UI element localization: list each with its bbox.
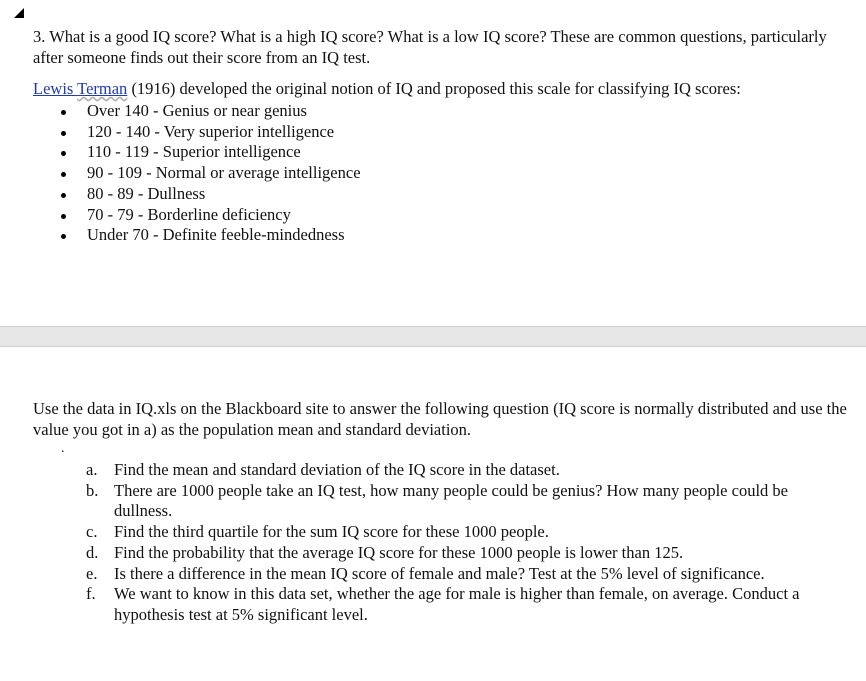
list-item: 70 - 79 - Borderline deficiency — [58, 205, 361, 226]
list-item — [86, 460, 838, 481]
terman-first-name: Lewis — [33, 79, 78, 98]
list-item: 90 - 109 - Normal or average intelligence — [58, 163, 361, 184]
terman-paragraph — [33, 79, 848, 100]
list-item — [86, 584, 838, 625]
part-text: Find the mean and standard deviation of the IQ score in the dataset. — [114, 460, 560, 479]
part-label: f. — [86, 584, 96, 604]
stray-mark: . — [61, 441, 65, 456]
part-text: Find the probability that the average IQ score for these 1000 people is lower than 125. — [114, 542, 684, 562]
question-parts-list — [86, 460, 838, 626]
terman-rest-text: (1916) developed the original notion of IQ and proposed this scale for classifying IQ scores: — [127, 79, 741, 98]
part-text: Find the third quartile for the sum IQ score for these 1000 people. — [114, 522, 549, 542]
question-intro-text: What is a good IQ score? What is a high IQ score? What is a low IQ score? These are common questions, particularly after someone finds out their score from an IQ test. — [33, 27, 827, 67]
terman-surname: Terman — [77, 79, 128, 98]
list-item — [86, 522, 838, 543]
part-label: d. — [86, 542, 99, 562]
iq-scale-list — [58, 101, 361, 246]
question-number: 3. — [33, 27, 46, 46]
part-text: Is there a difference in the mean IQ score of female and male? Test at the 5% level of significance. — [114, 563, 765, 583]
list-item: 110 - 119 - Superior intelligence — [58, 142, 361, 163]
part-text: There are 1000 people take an IQ test, how many people could be genius? How many people could be dullness. — [114, 480, 788, 521]
part-label: a. — [86, 460, 98, 479]
cell-corner-marker — [14, 8, 24, 18]
list-item — [86, 481, 838, 522]
list-item: Over 140 - Genius or near genius — [58, 101, 361, 122]
list-item: 80 - 89 - Dullness — [58, 184, 361, 205]
list-item — [86, 564, 838, 585]
list-item — [86, 543, 838, 564]
part-text: We want to know in this data set, whether the age for male is higher than female, on average. Conduct a hypothesis test at 5% significant level. — [114, 584, 800, 624]
part-label: c. — [86, 522, 98, 542]
list-item: Under 70 - Definite feeble-mindedness — [58, 225, 361, 246]
part-label: b. — [86, 480, 99, 500]
part-label: e. — [86, 563, 98, 583]
list-item: 120 - 140 - Very superior intelligence — [58, 122, 361, 143]
question-intro — [33, 27, 848, 68]
instructions-paragraph: Use the data in IQ.xls on the Blackboard site to answer the following question (IQ score is normally distributed and use the value you got in a) as the population mean and standard deviation. — [33, 399, 847, 439]
terman-link[interactable] — [33, 79, 127, 98]
page-break-divider — [0, 326, 866, 347]
